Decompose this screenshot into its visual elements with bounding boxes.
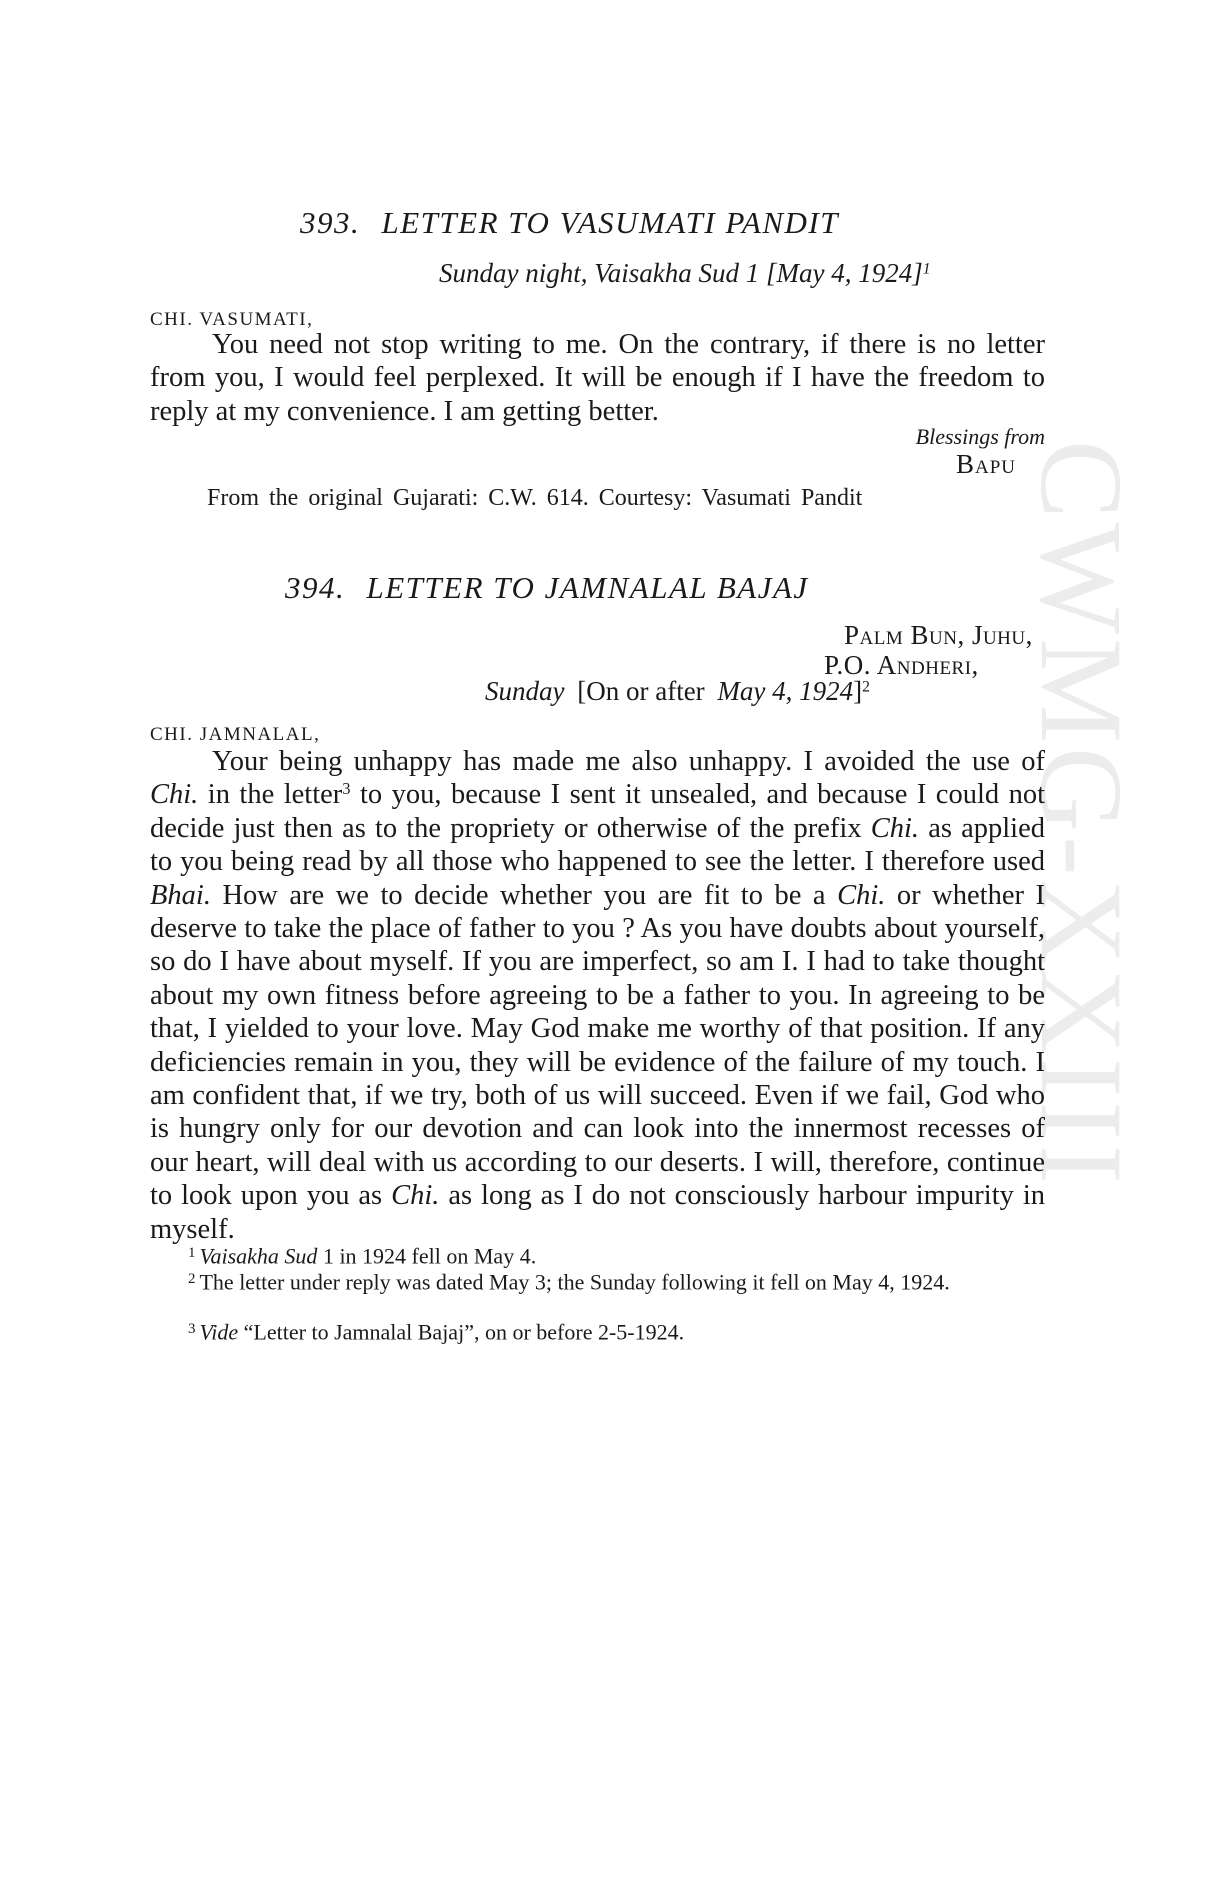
footnote-3-number: 3: [188, 1321, 196, 1337]
footnote-2-number: 2: [188, 1271, 196, 1287]
letter-2-dateline: [485, 676, 870, 707]
bhai: Bhai.: [150, 879, 211, 911]
body-text-2: in the letter: [198, 779, 343, 811]
chi-4: Chi.: [391, 1180, 440, 1212]
letter-2-date-mid: [On or after: [577, 676, 705, 706]
footnote-2-text: The letter under reply was dated May 3; the Sunday following it fell on May 4, 1924.: [199, 1269, 950, 1295]
letter-2-heading: [285, 570, 809, 606]
chi-1: Chi.: [150, 779, 199, 811]
chi-2: Chi.: [870, 812, 920, 844]
letter-1-signature: Bapu: [956, 449, 1017, 479]
letter-2-address-line-2: P.O. Andheri,: [824, 650, 979, 680]
letter-1-body: You need not stop writing to me. On the contrary, if there is no letter from you, I would feel perplexed. It will be enough if I have the freedom to reply at my convenience. I am getting better.: [150, 329, 1045, 427]
letter-1-title: LETTER TO VASUMATI PANDIT: [381, 205, 839, 240]
letter-2-date-close: ]: [853, 676, 863, 706]
footnote-3-italic: Vide: [199, 1319, 239, 1345]
footnote-1-italic: Vaisakha Sud: [199, 1243, 318, 1269]
letter-1-heading: [300, 205, 839, 241]
letter-2-number: 394.: [285, 570, 346, 605]
body-text-4: as applied to you being read by all those who happened to see the letter. I therefore used: [150, 812, 1045, 878]
footnote-1-number: 1: [188, 1245, 196, 1261]
body-text-5: How are we to decide whether you are fit to be a: [210, 879, 838, 911]
body-text-6: or whether I deserve to take the place of father to you ? As you have doubts about yourself, so do I have about myself. If you are imperfect, so am I. I had to take thought about my own fitness before agreeing to be a father to you. In agreeing to be that, I yielded to your love. May God make me worthy of that position. If any deficiencies remain in you, they will be evidence of the failure of my touch. I am confident that, if we try, both of us will succeed. Even if we fail, God who is hungry only for our devotion and can look into the innermost recesses of our heart, will deal with us according to our deserts. I will, therefore, continue to look upon you as: [150, 879, 1045, 1212]
footnote-ref-1: 1: [922, 260, 931, 278]
footnote-1-text: 1 in 1924 fell on May 4.: [317, 1243, 537, 1269]
footnote-ref-2: 2: [862, 678, 870, 696]
body-text-7: as long as I do not consciously harbour impurity in myself.: [150, 1180, 1046, 1245]
chi-3: Chi.: [837, 879, 886, 911]
body-text-1: Your being unhappy has made me also unhappy. I avoided the use of: [212, 746, 1045, 777]
letter-1-closing: Blessings from: [915, 424, 1045, 449]
letter-1-source-note: From the original Gujarati: C.W. 614. Courtesy: Vasumati Pandit: [207, 485, 863, 511]
body-text-3: to you, because I sent it unsealed, and because I could not decide just then as to the propriety or otherwise of the prefix: [150, 779, 1045, 844]
watermark: CWMG-XXIII: [1016, 440, 1147, 1188]
letter-2-body: [150, 745, 1045, 1246]
letter-2-title: LETTER TO JAMNALAL BAJAJ: [366, 570, 809, 605]
letter-2-date-date: May 4, 1924: [717, 676, 854, 706]
footnote-3-text: “Letter to Jamnalal Bajaj”, on or before 2-5-1924.: [238, 1319, 685, 1345]
footnote-3: [150, 1315, 1045, 1347]
letter-1-number: 393.: [300, 205, 361, 240]
letter-1-salutation: CHI. VASUMATI,: [150, 309, 314, 330]
letter-1-date-text: Sunday night, Vaisakha Sud 1 [May 4, 1924]: [439, 258, 923, 288]
footnote-ref-3: 3: [342, 779, 351, 799]
footnote-2: [150, 1265, 1045, 1297]
letter-1-dateline: [439, 258, 931, 289]
letter-2-date-day: Sunday: [485, 676, 565, 706]
letter-2-address-line-1: Palm Bun, Juhu,: [844, 620, 1033, 650]
letter-2-salutation: CHI. JAMNALAL,: [150, 724, 321, 745]
document-page: [150, 0, 1050, 1890]
